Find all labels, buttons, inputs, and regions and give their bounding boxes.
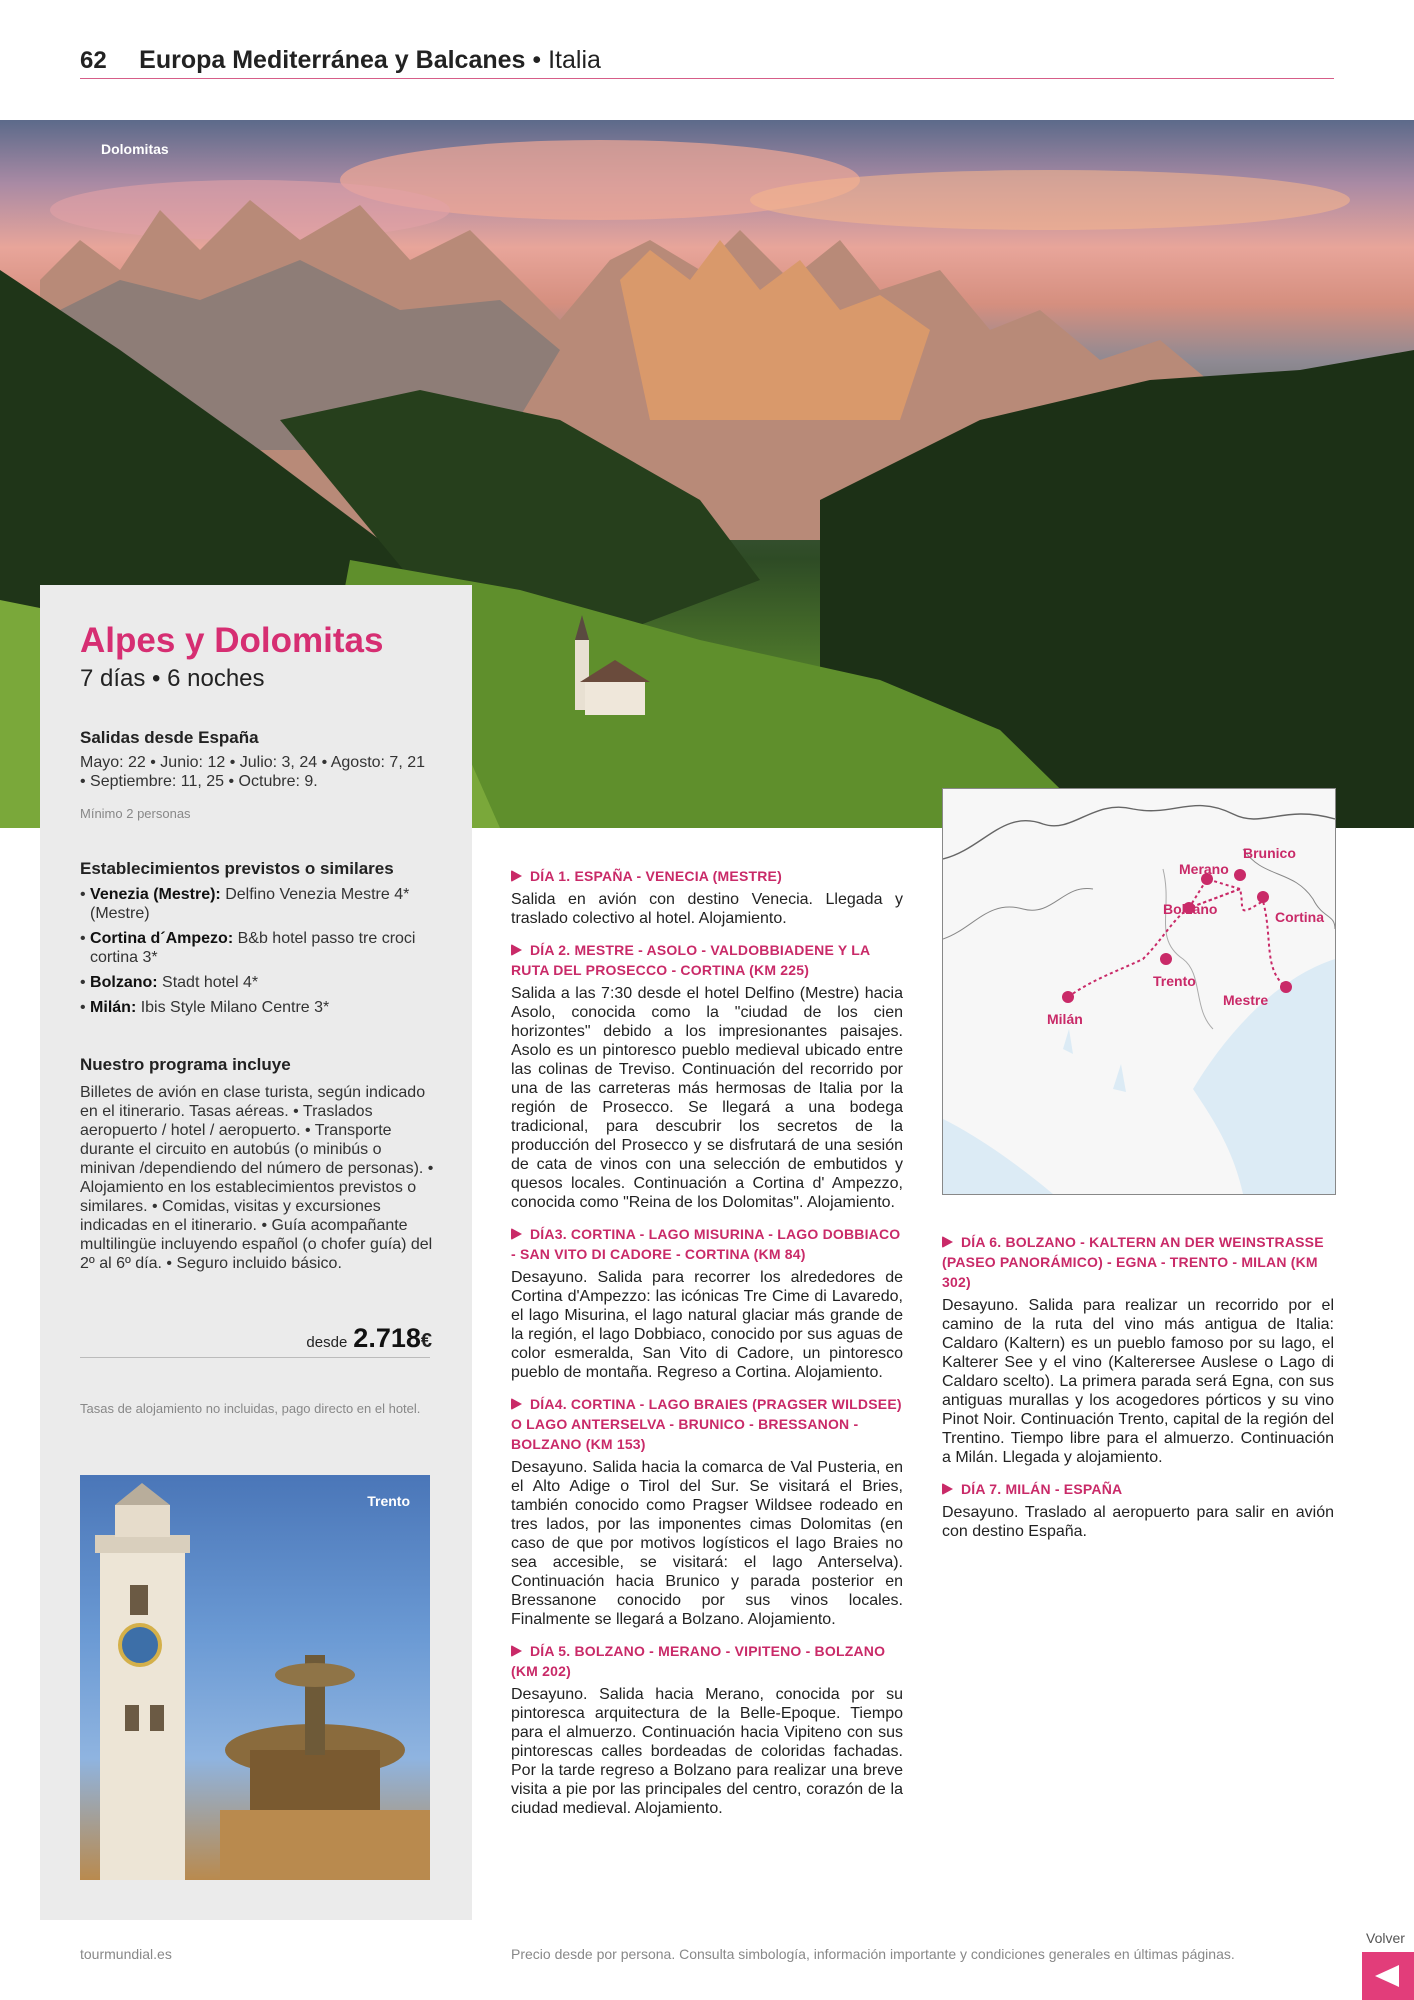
- map-label-mestre: Mestre: [1223, 992, 1269, 1008]
- trento-photo: [80, 1475, 430, 1880]
- price-value: 2.718: [353, 1323, 421, 1353]
- hotels-heading: Establecimientos previstos o similares: [80, 859, 394, 878]
- departures-heading: Salidas desde España: [80, 728, 259, 747]
- includes-heading: Nuestro programa incluye: [80, 1055, 291, 1074]
- minimum-people: Mínimo 2 personas: [80, 806, 191, 821]
- day-text: Desayuno. Salida hacia la comarca de Val Pusteria, en el Alto Adige o Tirol del Sur. Se visitará el Bries, también conocido como Pragser Wildsee rodeado en tres lados, por las imponentes cimas Dolomitas (en caso de que por motivos logísticos el lago Braies no sea accesible, se visitará: el lago Anterselva). Continuación hacia Brunico y parada posterior en Bressanone conocido por sus vinos locales. Finalmente se llegará a Bolzano. Alojamiento.: [511, 1459, 903, 1628]
- day-heading: DÍA3. CORTINA - LAGO MISURINA - LAGO DOBBIACO - SAN VITO DI CADORE - CORTINA (KM 84): [511, 1226, 901, 1262]
- day-text: Desayuno. Salida para realizar un recorrido por el camino de la ruta del vino más antigua de Italia: Caldaro (Kaltern) es un pueblo famoso por su lago, el Kalterer See y el vino (Kalterersee Auslese o Lago di Caldaro scelto). La primera parada será Egna, con sus antiguas murallas y los acogedores pórticos y su vino Pinot Noir. Continuación Trento, capital de la región del Trentino. Tiempo libre para el almuerzo. Continuación a Milán. Llegada y alojamiento.: [942, 1297, 1334, 1466]
- tax-note: Tasas de alojamiento no incluidas, pago directo en el hotel.: [80, 1401, 421, 1416]
- country-title: Italia: [548, 46, 601, 74]
- includes-text: Billetes de avión en clase turista, según indicado en el itinerario. Tasas aéreas. • Traslados aeropuerto / hotel / aeropuerto. • Transporte durante el circuito en autobús (o minibús o minivan /dependiendo del número de personas). • Alojamiento en los establecimientos previstos o similares. • Comidas, visitas y excursiones indicadas en el itinerario. • Guía acompañante multilingüe incluyendo español (o chofer guía) del 2º al 6º día. • Seguro incluido básico.: [80, 1084, 434, 1272]
- map-marker-milan: [1062, 991, 1074, 1003]
- day-marker-icon: [511, 1645, 522, 1657]
- map-label-merano: Merano: [1179, 861, 1229, 877]
- price-currency: €: [420, 1330, 432, 1352]
- arrow-left-icon: [1375, 1965, 1399, 1987]
- day-marker-icon: [942, 1483, 953, 1495]
- trento-caption: Trento: [367, 1493, 410, 1509]
- trip-summary-panel: [40, 585, 472, 1920]
- price-prefix: desde: [306, 1334, 348, 1351]
- day-heading: DÍA 7. MILÁN - ESPAÑA: [942, 1479, 1334, 1499]
- map-marker-mestre: [1280, 981, 1292, 993]
- hotel-item: • Venezia (Mestre): Delfino Venezia Mestre 4* (Mestre): [80, 886, 410, 922]
- day-heading: DÍA 2. MESTRE - ASOLO - VALDOBBIADENE Y LA RUTA DEL PROSECCO - CORTINA (KM 225): [511, 942, 870, 978]
- day-marker-icon: [511, 1398, 522, 1410]
- map-label-brunico: Brunico: [1243, 845, 1296, 861]
- day-heading: DÍA 5. BOLZANO - MERANO - VIPITENO - BOLZANO (KM 202): [511, 1643, 886, 1679]
- back-label[interactable]: Volver: [1366, 1930, 1405, 1946]
- map-marker-trento: [1160, 953, 1172, 965]
- day-text: Desayuno. Salida hacia Merano, conocida por su pintoresca arquitectura de la Belle-Epoque. Tiempo para el almuerzo. Continuación hacia Vipiteno con sus pintorescas calles bordeadas de coloridas fachadas. Por la tarde regreso a Bolzano para realizar una breve visita a pie por las principales del centro, corazón de la ciudad medieval. Alojamiento.: [511, 1686, 903, 1817]
- day-marker-icon: [511, 944, 522, 956]
- map-label-trento: Trento: [1153, 973, 1196, 989]
- hotel-item: • Cortina d´Ampezo: B&b hotel passo tre croci cortina 3*: [80, 930, 416, 966]
- page-number: 62: [80, 47, 107, 74]
- footer-note: Precio desde por persona. Consulta simbología, información importante y condiciones generales en últimas páginas.: [511, 1946, 1235, 1962]
- trento-tower-illustration: [80, 1475, 430, 1880]
- day-marker-icon: [511, 1228, 522, 1240]
- day-heading: DÍA 1. ESPAÑA - VENECIA (MESTRE): [511, 866, 903, 886]
- map-marker-brunico: [1234, 869, 1246, 881]
- map-label-bolzano: Bolzano: [1163, 901, 1218, 917]
- day-marker-icon: [511, 870, 522, 882]
- map-marker-cortina: [1257, 891, 1269, 903]
- hotel-item: • Milán: Ibis Style Milano Centre 3*: [80, 999, 330, 1016]
- hotel-item: • Bolzano: Stadt hotel 4*: [80, 974, 259, 991]
- hero-caption: Dolomitas: [101, 141, 169, 157]
- map-label-cortina: Cortina: [1275, 909, 1324, 925]
- route-map: [942, 788, 1336, 1195]
- departures-dates: Mayo: 22 • Junio: 12 • Julio: 3, 24 • Agosto: 7, 21 • Septiembre: 11, 25 • Octubre: 9.: [80, 754, 426, 790]
- trip-title: Alpes y Dolomitas: [80, 621, 384, 660]
- day-heading: DÍA 6. BOLZANO - KALTERN AN DER WEINSTRASSE (PASEO PANORÁMICO) - EGNA - TRENTO - MILAN (KM 302): [942, 1234, 1324, 1290]
- title-separator: •: [525, 46, 549, 74]
- itinerary-column-2: [942, 1232, 1334, 1553]
- day-text: Desayuno. Traslado al aeropuerto para salir en avión con destino España.: [942, 1504, 1334, 1540]
- price-divider: [80, 1357, 430, 1358]
- price-block: [306, 1323, 432, 1354]
- back-button[interactable]: [1362, 1952, 1414, 2000]
- footer-site[interactable]: tourmundial.es: [80, 1946, 172, 1962]
- day-marker-icon: [942, 1236, 953, 1248]
- day-text: Desayuno. Salida para recorrer los alrededores de Cortina d'Ampezzo: las icónicas Tre Cime di Lavaredo, el lago Misurina, el lago natural glaciar más grande de la región, el lago Dobbiaco, conocido por sus aguas de color esmeralda, San Vito di Cadore, un pintoresco pueblo de montaña. Regreso a Cortina. Alojamiento.: [511, 1269, 903, 1381]
- day-text: Salida en avión con destino Venecia. Llegada y traslado colectivo al hotel. Alojamiento.: [511, 891, 903, 927]
- section-title: Europa Mediterránea y Balcanes: [139, 46, 526, 74]
- page-header: [80, 46, 1334, 79]
- trip-duration: 7 días • 6 noches: [80, 665, 265, 692]
- day-text: Salida a las 7:30 desde el hotel Delfino (Mestre) hacia Asolo, conocida como la "ciudad de los cien horizontes" debido a los impresionantes paisajes. Asolo es un pintoresco pueblo medieval ubicado entre las colinas de Treviso. Continuación del recorrido por una de las carreteras más hermosas de Italia por la región de Prosecco. Se llegará a una bodega tradicional, para descubrir los secretos de la producción del Prosecco y se disfrutará de una sesión de cata de vinos con una selección de embutidos y quesos locales. Continuación a Cortina d' Ampezzo, conocida como "Reina de los Dolomitas". Alojamiento.: [511, 985, 903, 1211]
- map-label-milan: Milán: [1047, 1011, 1083, 1027]
- hotels-list: [80, 885, 440, 1023]
- itinerary-column-1: [511, 866, 903, 1830]
- day-heading: DÍA4. CORTINA - LAGO BRAIES (PRAGSER WILDSEE) O LAGO ANTERSELVA - BRUNICO - BRESSANON - BOLZANO (KM 153): [511, 1396, 902, 1452]
